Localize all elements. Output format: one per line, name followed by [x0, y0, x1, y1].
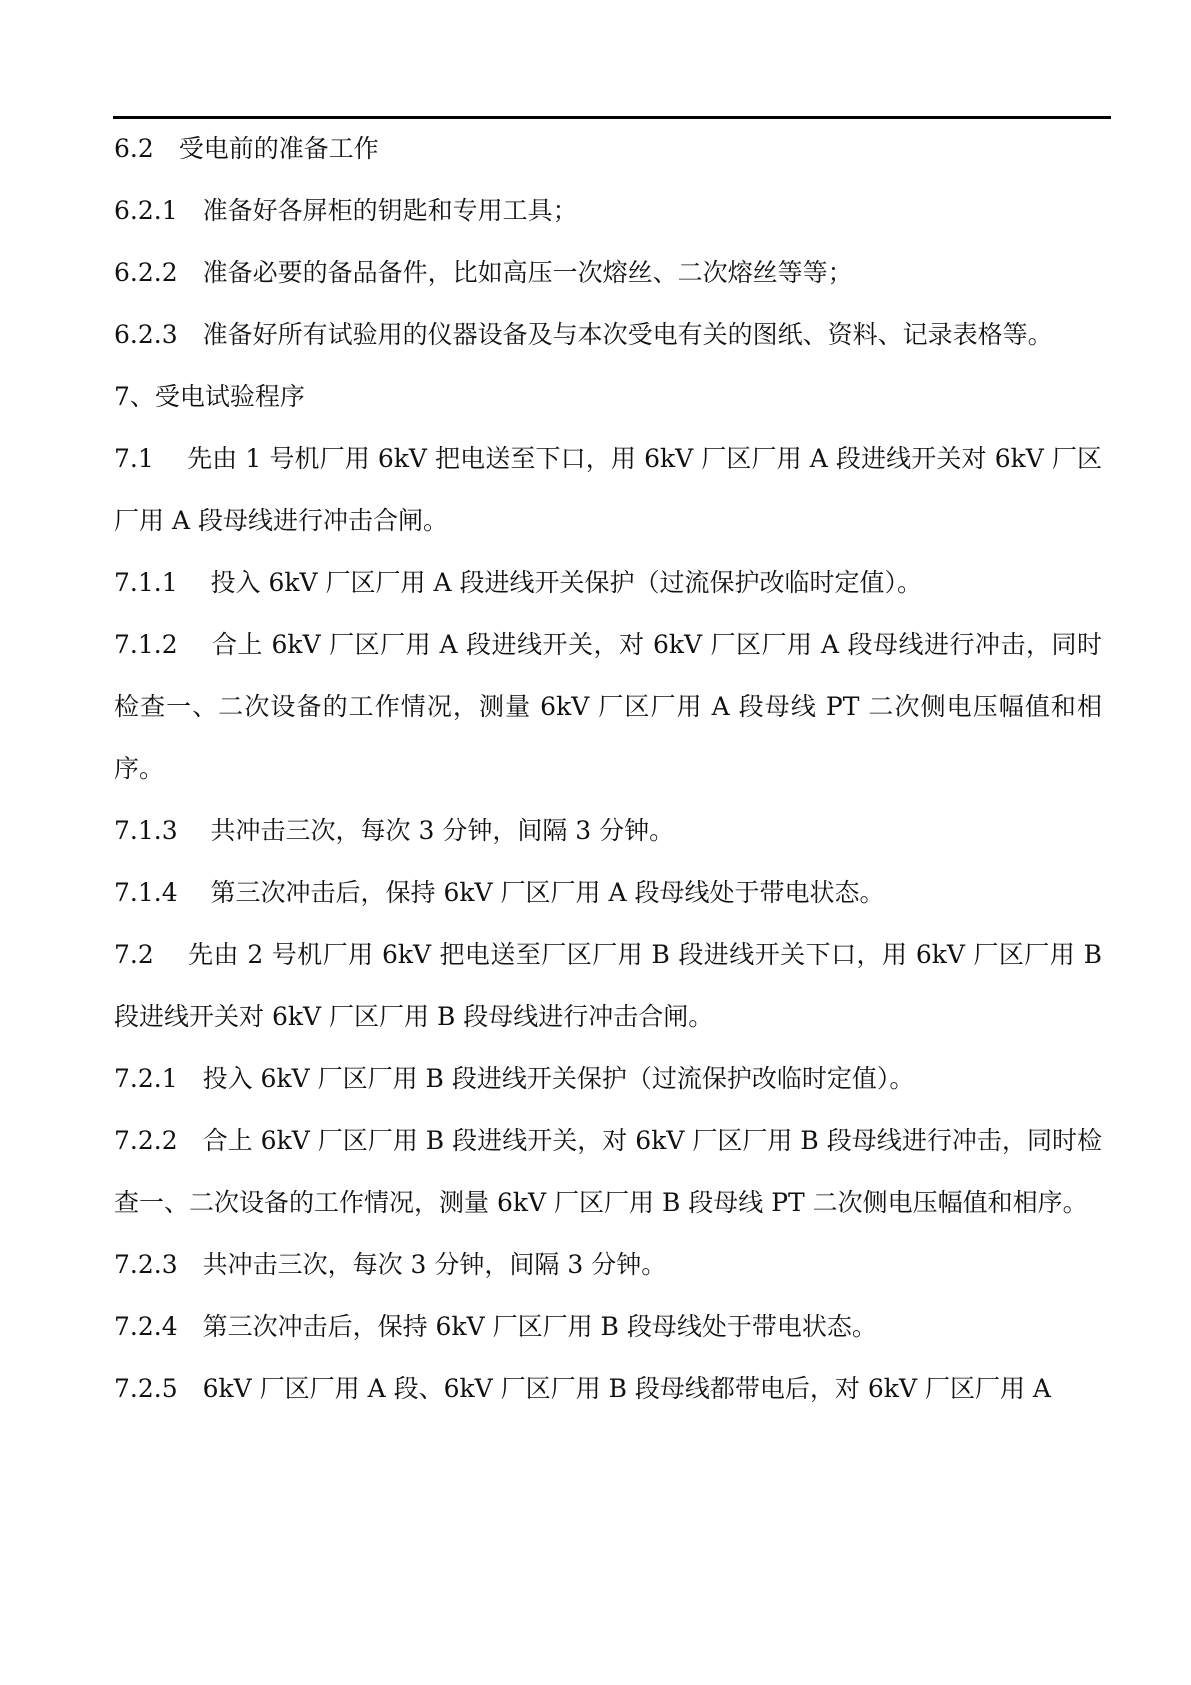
paragraph-7-2-2: 7.2.2 合上 6kV 厂区厂用 B 段进线开关，对 6kV 厂区厂用 B 段母线进行冲击，同时检查一、二次设备的工作情况，测量 6kV 厂区厂用 B 段母线 PT 二次侧电压幅值和相序。	[114, 1126, 1102, 1217]
paragraph-6-2-2: 6.2.2 准备必要的备品备件，比如高压一次熔丝、二次熔丝等等；	[114, 258, 853, 287]
section-heading-7: 7、受电试验程序	[114, 382, 305, 411]
paragraph-7-1-2: 7.1.2 合上 6kV 厂区厂用 A 段进线开关，对 6kV 厂区厂用 A 段母线进行冲击，同时检查一、二次设备的工作情况，测量 6kV 厂区厂用 A 段母线 PT 二次侧电压幅值和相序。	[114, 630, 1102, 783]
paragraph-7-2-4: 7.2.4 第三次冲击后，保持 6kV 厂区厂用 B 段母线处于带电状态。	[114, 1312, 877, 1341]
paragraph-7-2-5: 7.2.5 6kV 厂区厂用 A 段、6kV 厂区厂用 B 段母线都带电后，对 6kV 厂区厂用 A	[114, 1374, 1051, 1403]
paragraph-7-1-3: 7.1.3 共冲击三次，每次 3 分钟，间隔 3 分钟。	[114, 816, 675, 845]
paragraph-6-2-3: 6.2.3 准备好所有试验用的仪器设备及与本次受电有关的图纸、资料、记录表格等。	[114, 320, 1053, 349]
paragraph-7-2-3: 7.2.3 共冲击三次，每次 3 分钟，间隔 3 分钟。	[114, 1250, 667, 1279]
paragraph-6-2-1: 6.2.1 准备好各屏柜的钥匙和专用工具；	[114, 196, 578, 225]
document-body	[114, 118, 1110, 1420]
paragraph-7-2: 7.2 先由 2 号机厂用 6kV 把电送至厂区厂用 B 段进线开关下口，用 6kV 厂区厂用 B 段进线开关对 6kV 厂区厂用 B 段母线进行冲击合闸。	[114, 940, 1110, 1031]
section-heading-6-2: 6.2 受电前的准备工作	[114, 134, 379, 163]
paragraph-7-1-1: 7.1.1 投入 6kV 厂区厂用 A 段进线开关保护（过流保护改临时定值）。	[114, 568, 923, 597]
paragraph-7-1: 7.1 先由 1 号机厂用 6kV 把电送至下口，用 6kV 厂区厂用 A 段进线开关对 6kV 厂区厂用 A 段母线进行冲击合闸。	[114, 444, 1102, 535]
paragraph-7-2-1: 7.2.1 投入 6kV 厂区厂用 B 段进线开关保护（过流保护改临时定值）。	[114, 1064, 915, 1093]
paragraph-7-1-4: 7.1.4 第三次冲击后，保持 6kV 厂区厂用 A 段母线处于带电状态。	[114, 878, 885, 907]
